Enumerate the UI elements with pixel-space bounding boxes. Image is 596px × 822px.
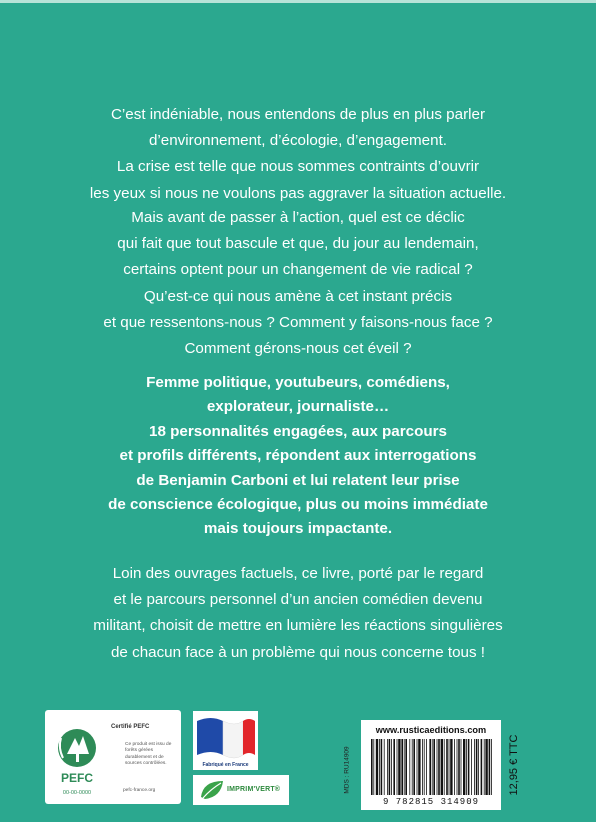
text-line: et le parcours personnel d’un ancien comédien devenu (113, 591, 483, 609)
pefc-website: pefc-france.org (123, 788, 156, 793)
imprim-vert-badge (193, 775, 289, 805)
barcode-bar (457, 739, 458, 795)
barcode-bar (444, 739, 445, 795)
barcode-bar (478, 739, 479, 795)
text-line: Mais avant de passer à l’action, quel est ce déclic (131, 209, 465, 226)
isbn-number: 9 782815 314909 (382, 797, 479, 807)
text-line: d’environnement, d’écologie, d’engagement. (148, 132, 448, 150)
barcode-bar (429, 739, 431, 795)
barcode-bar (426, 739, 427, 795)
barcode-bar (384, 739, 385, 795)
barcode-bar (379, 739, 380, 795)
barcode-bar (438, 739, 440, 795)
made-in-france-caption: Fabriqué en France (202, 762, 249, 768)
text-line: Qu’est-ce qui nous amène à cet instant précis (143, 287, 453, 305)
price-text: 12,95 € TTC (508, 734, 520, 796)
text-line: qui fait que tout bascule et que, du jour au lendemain, (117, 235, 479, 253)
barcode-bar (441, 739, 443, 795)
barcode-bar (468, 739, 470, 795)
text-line: de chacun face à un problème qui nous concerne tous ! (110, 643, 486, 661)
text-line: explorateur, journaliste… (206, 398, 390, 416)
text-line: de Benjamin Carboni et lui relatent leur prise (136, 471, 460, 489)
text-line: Comment gérons-nous cet éveil ? (184, 340, 412, 358)
made-in-france-badge (193, 711, 258, 770)
barcode-bar (381, 739, 383, 795)
text-line: et profils différents, répondent aux interrogations (119, 447, 477, 465)
top-border-line (0, 0, 596, 3)
text-line: et que ressentons-nous ? Comment y faisons-nous face ? (103, 313, 493, 331)
text-line: Loin des ouvrages factuels, ce livre, porté par le regard (112, 565, 484, 582)
barcode-bar (437, 739, 438, 795)
text-line: C’est indéniable, nous entendons de plus en plus parler (110, 106, 486, 123)
pefc-certified-title: Certifié PEFC (111, 724, 150, 730)
mds-code-text: MDS : RU14909 (343, 746, 351, 794)
barcode-bar (398, 739, 400, 795)
barcode-bar (391, 739, 392, 795)
barcode-bar (446, 739, 448, 795)
barcode-bar (489, 739, 491, 795)
barcode-bar (397, 739, 398, 795)
barcode-bar (476, 739, 478, 795)
intro-paragraph (20, 102, 576, 207)
text-line: les yeux si nous ne voulons pas aggraver la situation actuelle. (89, 184, 507, 202)
barcode-bar (449, 739, 450, 795)
text-line: La crise est telle que nous sommes contraints d’ouvrir (116, 158, 480, 176)
barcode-bar (373, 739, 374, 795)
barcode-bar (491, 739, 492, 795)
highlight-paragraph (20, 371, 576, 542)
pefc-code-text: 00-00-0000 (62, 790, 92, 796)
barcode-bar (417, 739, 418, 795)
barcode-bar (376, 739, 378, 795)
barcode-bar (485, 739, 487, 795)
barcode-bar (481, 739, 483, 795)
barcode-bar (484, 739, 485, 795)
text-line: militant, choisit de mettre en lumière les réactions singulières (93, 617, 503, 635)
barcode-bar (474, 739, 475, 795)
pefc-certification-label (45, 710, 181, 804)
barcode-bar (461, 739, 462, 795)
barcode-bar (418, 739, 420, 795)
barcode-bar (466, 739, 467, 795)
text-line: certains optent pour un changement de vie radical ? (123, 261, 473, 279)
pefc-brand-text: PEFC (60, 771, 94, 785)
barcode-bar (432, 739, 433, 795)
barcode-bar (450, 739, 452, 795)
questions-paragraph (20, 205, 576, 362)
barcode-bar (405, 739, 407, 795)
barcode-bar (401, 739, 403, 795)
barcode-bar (389, 739, 391, 795)
barcode-bar (412, 739, 413, 795)
barcode-bar (433, 739, 435, 795)
pefc-description: Ce produit est issu de forêts gérées durablement et de sources contrôlées. (125, 742, 172, 766)
price-label (506, 720, 522, 810)
publisher-website: www.rusticaeditions.com (375, 725, 487, 735)
barcode-bar (404, 739, 405, 795)
barcode-bar (471, 739, 472, 795)
barcode-bar (458, 739, 460, 795)
text-line: Femme politique, youtubeurs, comédiens, (146, 374, 450, 391)
french-flag-icon (193, 713, 258, 761)
barcode-bar (413, 739, 415, 795)
text-line: mais toujours impactante. (203, 520, 393, 538)
barcode-bar (393, 739, 395, 795)
barcode-bar (463, 739, 465, 795)
barcode-bar (387, 739, 388, 795)
barcode-bar (422, 739, 423, 795)
pefc-tree-logo-icon (55, 724, 105, 802)
leaf-icon (197, 777, 227, 803)
barcode-bar (371, 739, 373, 795)
closing-paragraph (20, 561, 576, 666)
barcode-panel (361, 720, 501, 810)
isbn-barcode (369, 739, 493, 797)
mds-code (341, 730, 353, 810)
text-line: de conscience écologique, plus ou moins immédiate (108, 496, 488, 514)
text-line: 18 personnalités engagées, aux parcours (149, 422, 447, 440)
barcode-bar (454, 739, 455, 795)
barcode-bar (409, 739, 410, 795)
imprim-vert-text: IMPRIM'VERT® (227, 786, 281, 793)
barcode-bar (424, 739, 425, 795)
